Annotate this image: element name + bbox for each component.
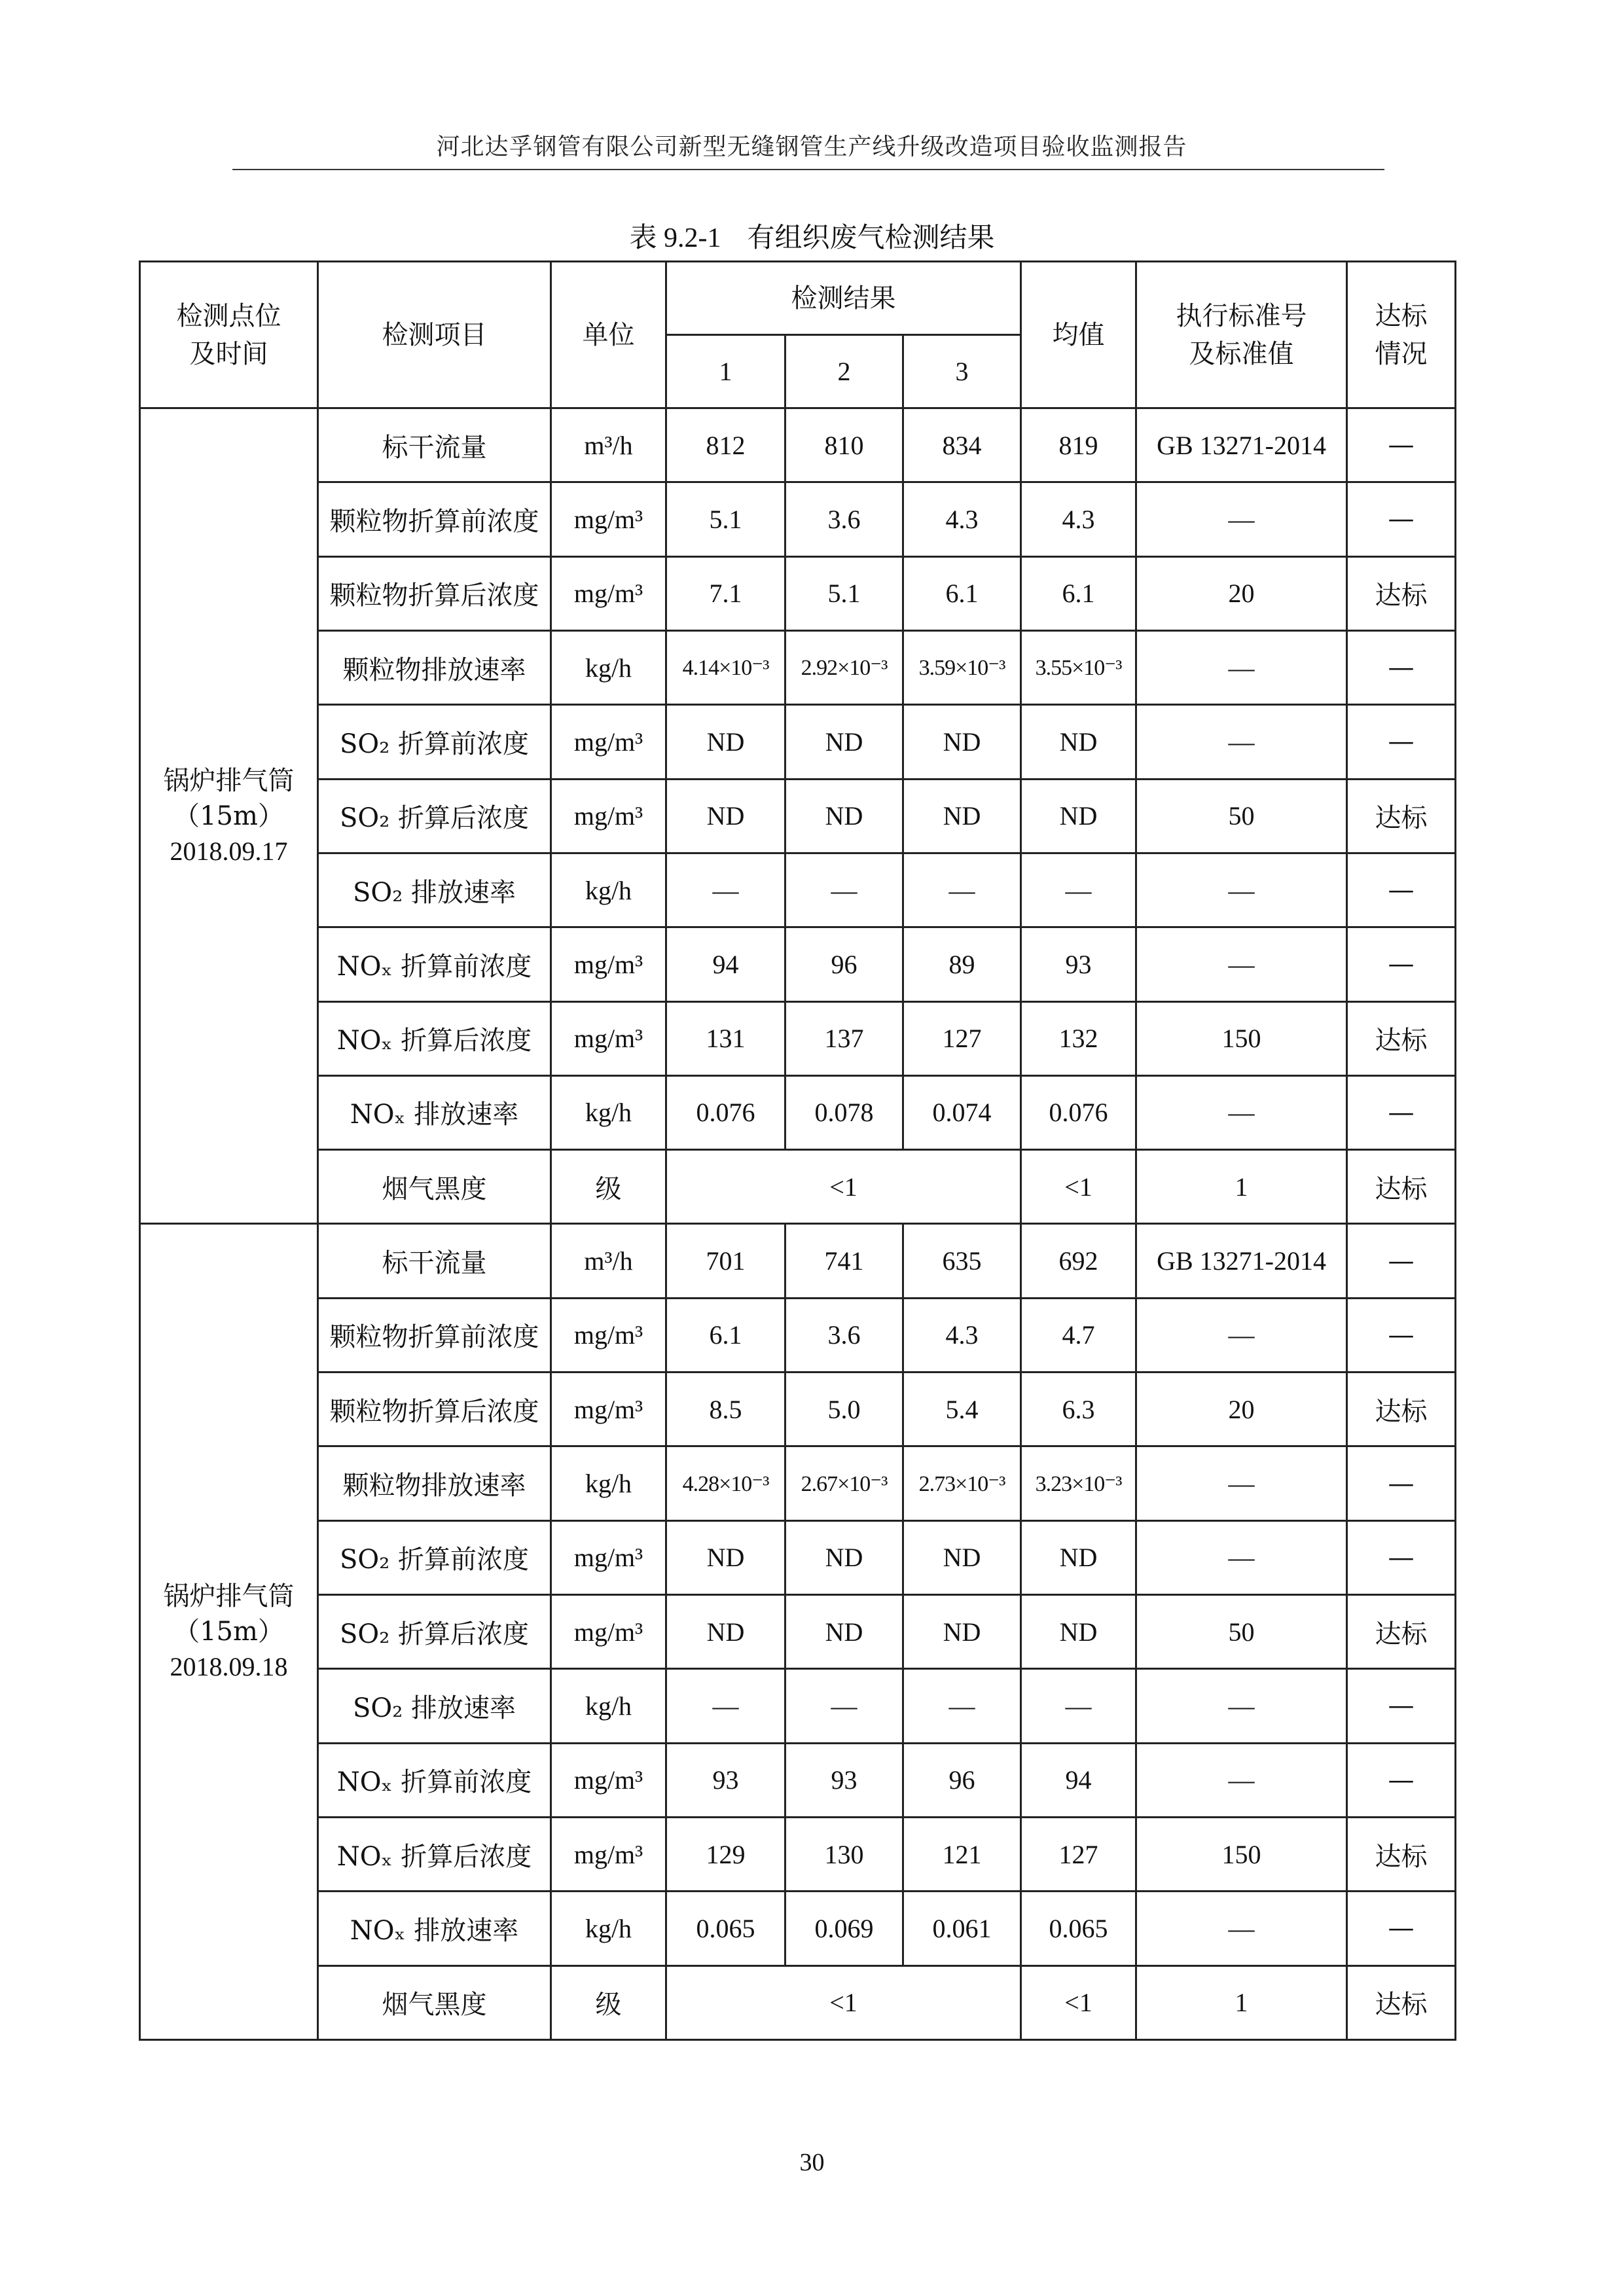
standard-cell: GB 13271-2014	[1136, 1224, 1347, 1298]
unit-cell: mg/m³	[551, 556, 666, 630]
run-1-cell: 4.14×10⁻³	[666, 630, 785, 704]
standard-cell: 20	[1136, 1372, 1347, 1446]
mean-cell: 0.065	[1021, 1892, 1136, 1965]
standard-cell: 150	[1136, 1001, 1347, 1075]
item-cell: SO₂ 折算前浓度	[318, 1520, 551, 1594]
standard-cell: —	[1136, 1669, 1347, 1743]
standard-cell: —	[1136, 1892, 1347, 1965]
mean-cell: 4.3	[1021, 482, 1136, 556]
unit-cell: 级	[551, 1150, 666, 1224]
item-cell: NOₓ 折算后浓度	[318, 1817, 551, 1891]
table-row	[140, 1520, 1456, 1594]
header-mean: 均值	[1021, 262, 1136, 408]
page-number: 30	[799, 2149, 825, 2176]
compliance-cell: 达标	[1347, 1001, 1456, 1075]
item-cell: NOₓ 排放速率	[318, 1075, 551, 1149]
unit-cell: 级	[551, 1965, 666, 2039]
table-row	[140, 1001, 1456, 1075]
run-1-cell: 812	[666, 408, 785, 482]
location-name: 锅炉排气筒	[163, 1581, 295, 1612]
run-3-cell: 89	[903, 927, 1021, 1001]
unit-cell: kg/h	[551, 630, 666, 704]
standard-cell: —	[1136, 1520, 1347, 1594]
item-cell: 标干流量	[318, 408, 551, 482]
report-running-header: 河北达孚钢管有限公司新型无缝钢管生产线升级改造项目验收监测报告	[436, 134, 1187, 160]
item-cell: NOₓ 排放速率	[318, 1892, 551, 1965]
run-1-cell: ND	[666, 1520, 785, 1594]
table-row	[140, 1595, 1456, 1669]
item-cell: 颗粒物折算后浓度	[318, 1372, 551, 1446]
run-3-cell: 121	[903, 1817, 1021, 1891]
unit-cell: m³/h	[551, 408, 666, 482]
mean-cell: 692	[1021, 1224, 1136, 1298]
unit-cell: m³/h	[551, 1224, 666, 1298]
item-cell: NOₓ 折算前浓度	[318, 1743, 551, 1817]
table-row	[140, 1817, 1456, 1891]
run-2-cell: ND	[785, 705, 903, 779]
run-1-cell: ND	[666, 779, 785, 853]
run-2-cell: 0.069	[785, 1892, 903, 1965]
table-row	[140, 1372, 1456, 1446]
compliance-cell: —	[1347, 1446, 1456, 1520]
header-location: 检测点位及时间	[140, 262, 318, 408]
table-row	[140, 1743, 1456, 1817]
run-1-cell: 7.1	[666, 556, 785, 630]
run-3-cell: 3.59×10⁻³	[903, 630, 1021, 704]
unit-cell: mg/m³	[551, 1817, 666, 1891]
table-row	[140, 1669, 1456, 1743]
table-row	[140, 1892, 1456, 1965]
mean-cell: ND	[1021, 779, 1136, 853]
unit-cell: mg/m³	[551, 1595, 666, 1669]
standard-cell: —	[1136, 630, 1347, 704]
mean-cell: 0.076	[1021, 1075, 1136, 1149]
compliance-cell: —	[1347, 1224, 1456, 1298]
mean-cell: ND	[1021, 1595, 1136, 1669]
standard-cell: —	[1136, 705, 1347, 779]
standard-cell: GB 13271-2014	[1136, 408, 1347, 482]
run-3-cell: 5.4	[903, 1372, 1021, 1446]
standard-cell: 1	[1136, 1965, 1347, 2039]
run-1-cell: 93	[666, 1743, 785, 1817]
run-2-cell: 0.078	[785, 1075, 903, 1149]
table-body	[140, 408, 1456, 2040]
run-3-cell: 0.074	[903, 1075, 1021, 1149]
header-unit: 单位	[551, 262, 666, 408]
run-1-cell: 94	[666, 927, 785, 1001]
header-run-3: 3	[903, 335, 1021, 408]
table-caption	[0, 216, 1624, 255]
run-1-cell: 0.076	[666, 1075, 785, 1149]
unit-cell: kg/h	[551, 1669, 666, 1743]
run-1-cell: 6.1	[666, 1298, 785, 1372]
run-3-cell: ND	[903, 779, 1021, 853]
table-row	[140, 705, 1456, 779]
run-3-cell: ND	[903, 705, 1021, 779]
standard-cell: —	[1136, 1075, 1347, 1149]
run-3-cell: —	[903, 853, 1021, 927]
unit-cell: mg/m³	[551, 779, 666, 853]
item-cell: SO₂ 折算后浓度	[318, 1595, 551, 1669]
unit-cell: mg/m³	[551, 1372, 666, 1446]
run-2-cell: 137	[785, 1001, 903, 1075]
table-row	[140, 927, 1456, 1001]
item-cell: 颗粒物折算后浓度	[318, 556, 551, 630]
standard-cell: —	[1136, 1743, 1347, 1817]
run-3-cell: 2.73×10⁻³	[903, 1446, 1021, 1520]
merged-result-cell: <1	[666, 1150, 1021, 1224]
run-3-cell: 96	[903, 1743, 1021, 1817]
sampling-date: 2018.09.17	[170, 836, 288, 866]
table-row	[140, 1446, 1456, 1520]
run-2-cell: 2.92×10⁻³	[785, 630, 903, 704]
sampling-date: 2018.09.18	[170, 1652, 288, 1682]
merged-result-cell: <1	[666, 1965, 1021, 2039]
mean-cell: ND	[1021, 1520, 1136, 1594]
header-results: 检测结果	[666, 262, 1021, 335]
unit-cell: kg/h	[551, 853, 666, 927]
table-row	[140, 556, 1456, 630]
item-cell: NOₓ 折算前浓度	[318, 927, 551, 1001]
run-3-cell: ND	[903, 1595, 1021, 1669]
run-3-cell: 6.1	[903, 556, 1021, 630]
compliance-cell: —	[1347, 853, 1456, 927]
location-cell	[140, 408, 318, 1224]
run-1-cell: 129	[666, 1817, 785, 1891]
run-2-cell: 810	[785, 408, 903, 482]
location-height: （15m）	[173, 1617, 284, 1647]
mean-cell: 6.3	[1021, 1372, 1136, 1446]
run-3-cell: 0.061	[903, 1892, 1021, 1965]
mean-cell: —	[1021, 1669, 1136, 1743]
table-number: 表 9.2-1	[629, 223, 721, 253]
compliance-cell: —	[1347, 408, 1456, 482]
mean-cell: —	[1021, 853, 1136, 927]
compliance-cell: —	[1347, 705, 1456, 779]
run-2-cell: 5.0	[785, 1372, 903, 1446]
item-cell: SO₂ 排放速率	[318, 853, 551, 927]
compliance-cell: —	[1347, 1743, 1456, 1817]
compliance-cell: —	[1347, 1892, 1456, 1965]
item-cell: SO₂ 折算前浓度	[318, 705, 551, 779]
run-1-cell: 0.065	[666, 1892, 785, 1965]
header-compliance: 达标情况	[1347, 262, 1456, 408]
location-name: 锅炉排气筒	[163, 765, 295, 796]
standard-cell: —	[1136, 1298, 1347, 1372]
mean-cell: 4.7	[1021, 1298, 1136, 1372]
run-2-cell: 93	[785, 1743, 903, 1817]
item-cell: 标干流量	[318, 1224, 551, 1298]
table-row	[140, 1298, 1456, 1372]
table-row	[140, 408, 1456, 482]
compliance-cell: —	[1347, 1669, 1456, 1743]
run-1-cell: 8.5	[666, 1372, 785, 1446]
run-3-cell: 4.3	[903, 1298, 1021, 1372]
unit-cell: mg/m³	[551, 1520, 666, 1594]
header-rule	[232, 169, 1384, 170]
unit-cell: mg/m³	[551, 1001, 666, 1075]
mean-cell: 3.23×10⁻³	[1021, 1446, 1136, 1520]
run-1-cell: —	[666, 1669, 785, 1743]
item-cell: SO₂ 折算后浓度	[318, 779, 551, 853]
standard-cell: —	[1136, 482, 1347, 556]
item-cell: 烟气黑度	[318, 1150, 551, 1224]
standard-cell: —	[1136, 927, 1347, 1001]
run-2-cell: 3.6	[785, 482, 903, 556]
unit-cell: mg/m³	[551, 482, 666, 556]
mean-cell: <1	[1021, 1965, 1136, 2039]
standard-cell: 50	[1136, 1595, 1347, 1669]
compliance-cell: —	[1347, 482, 1456, 556]
standard-cell: 150	[1136, 1817, 1347, 1891]
mean-cell: 94	[1021, 1743, 1136, 1817]
unit-cell: kg/h	[551, 1075, 666, 1149]
compliance-cell: 达标	[1347, 556, 1456, 630]
unit-cell: mg/m³	[551, 1743, 666, 1817]
mean-cell: 93	[1021, 927, 1136, 1001]
mean-cell: 132	[1021, 1001, 1136, 1075]
table-row	[140, 853, 1456, 927]
run-1-cell: 701	[666, 1224, 785, 1298]
compliance-cell: —	[1347, 1075, 1456, 1149]
run-2-cell: 3.6	[785, 1298, 903, 1372]
compliance-cell: 达标	[1347, 1965, 1456, 2039]
run-1-cell: ND	[666, 705, 785, 779]
run-2-cell: —	[785, 1669, 903, 1743]
item-cell: 颗粒物折算前浓度	[318, 1298, 551, 1372]
run-1-cell: 5.1	[666, 482, 785, 556]
run-2-cell: 2.67×10⁻³	[785, 1446, 903, 1520]
mean-cell: 3.55×10⁻³	[1021, 630, 1136, 704]
table-row	[140, 1224, 1456, 1298]
run-3-cell: ND	[903, 1520, 1021, 1594]
run-2-cell: 130	[785, 1817, 903, 1891]
header-standard: 执行标准号及标准值	[1136, 262, 1347, 408]
unit-cell: mg/m³	[551, 927, 666, 1001]
unit-cell: mg/m³	[551, 1298, 666, 1372]
item-cell: NOₓ 折算后浓度	[318, 1001, 551, 1075]
run-2-cell: 5.1	[785, 556, 903, 630]
standard-cell: —	[1136, 1446, 1347, 1520]
run-3-cell: —	[903, 1669, 1021, 1743]
location-cell	[140, 1224, 318, 2040]
run-2-cell: —	[785, 853, 903, 927]
table-row	[140, 1965, 1456, 2039]
item-cell: 颗粒物折算前浓度	[318, 482, 551, 556]
unit-cell: mg/m³	[551, 705, 666, 779]
header-run-1: 1	[666, 335, 785, 408]
item-cell: SO₂ 排放速率	[318, 1669, 551, 1743]
emission-results-table	[139, 260, 1456, 2041]
compliance-cell: 达标	[1347, 779, 1456, 853]
compliance-cell: 达标	[1347, 1817, 1456, 1891]
table-row	[140, 779, 1456, 853]
run-1-cell: 131	[666, 1001, 785, 1075]
compliance-cell: —	[1347, 630, 1456, 704]
header-run-2: 2	[785, 335, 903, 408]
header-item: 检测项目	[318, 262, 551, 408]
run-2-cell: ND	[785, 779, 903, 853]
location-height: （15m）	[173, 800, 284, 831]
mean-cell: 819	[1021, 408, 1136, 482]
table-row	[140, 1075, 1456, 1149]
compliance-cell: —	[1347, 1520, 1456, 1594]
mean-cell: ND	[1021, 705, 1136, 779]
run-1-cell: ND	[666, 1595, 785, 1669]
run-2-cell: ND	[785, 1520, 903, 1594]
run-3-cell: 834	[903, 408, 1021, 482]
table-row	[140, 630, 1456, 704]
run-1-cell: —	[666, 853, 785, 927]
mean-cell: <1	[1021, 1150, 1136, 1224]
run-2-cell: 96	[785, 927, 903, 1001]
table-row	[140, 1150, 1456, 1224]
run-2-cell: 741	[785, 1224, 903, 1298]
mean-cell: 6.1	[1021, 556, 1136, 630]
compliance-cell: 达标	[1347, 1150, 1456, 1224]
compliance-cell: 达标	[1347, 1372, 1456, 1446]
run-1-cell: 4.28×10⁻³	[666, 1446, 785, 1520]
standard-cell: 20	[1136, 556, 1347, 630]
compliance-cell: —	[1347, 1298, 1456, 1372]
run-3-cell: 635	[903, 1224, 1021, 1298]
run-2-cell: ND	[785, 1595, 903, 1669]
unit-cell: kg/h	[551, 1892, 666, 1965]
standard-cell: —	[1136, 853, 1347, 927]
item-cell: 烟气黑度	[318, 1965, 551, 2039]
table-title: 有组织废气检测结果	[747, 221, 995, 253]
run-3-cell: 4.3	[903, 482, 1021, 556]
table-row	[140, 482, 1456, 556]
compliance-cell: 达标	[1347, 1595, 1456, 1669]
standard-cell: 1	[1136, 1150, 1347, 1224]
compliance-cell: —	[1347, 927, 1456, 1001]
unit-cell: kg/h	[551, 1446, 666, 1520]
mean-cell: 127	[1021, 1817, 1136, 1891]
item-cell: 颗粒物排放速率	[318, 1446, 551, 1520]
run-3-cell: 127	[903, 1001, 1021, 1075]
item-cell: 颗粒物排放速率	[318, 630, 551, 704]
standard-cell: 50	[1136, 779, 1347, 853]
